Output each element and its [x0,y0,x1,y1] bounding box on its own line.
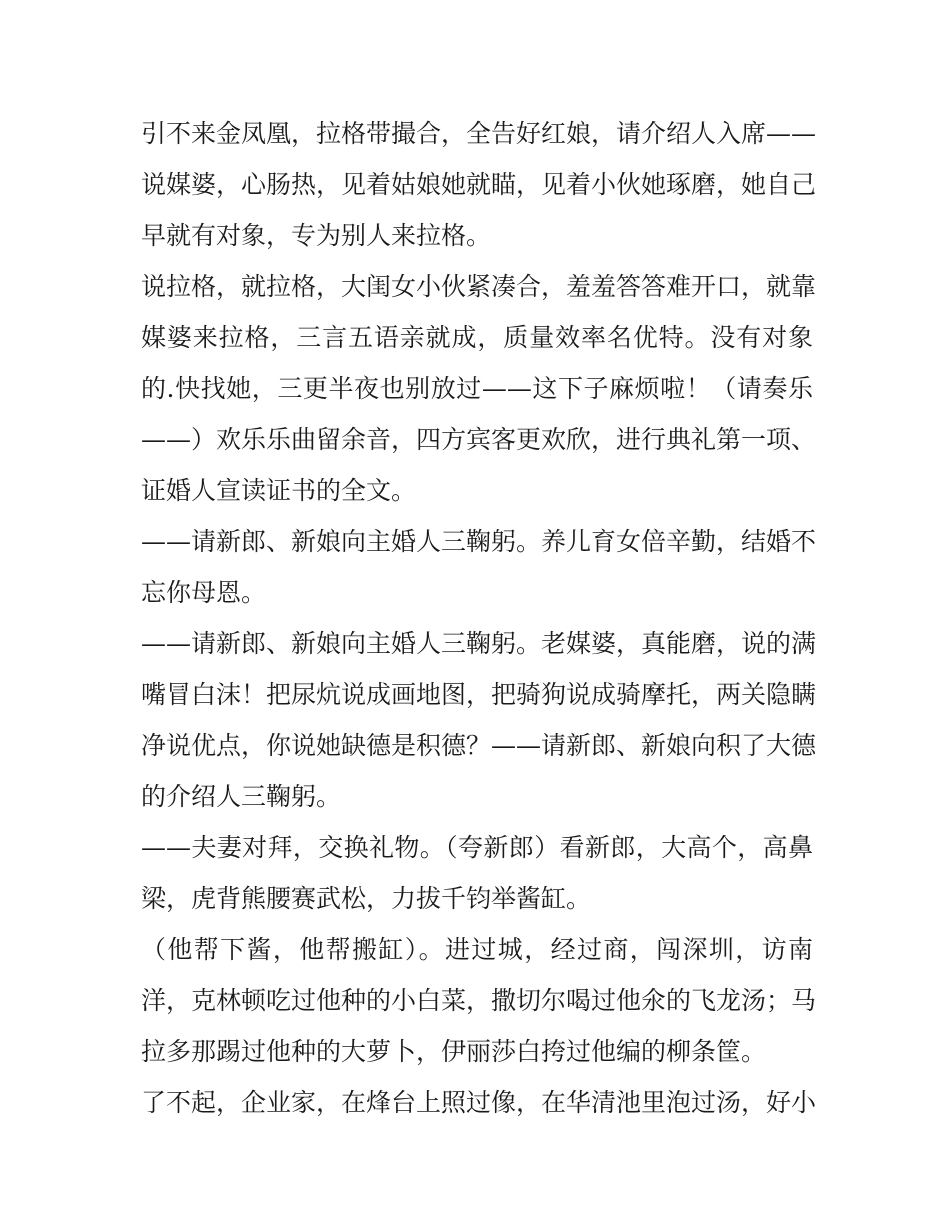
text-line: ——请新郎、新娘向主婚人三鞠躬。养儿育女倍辛勤，结婚不 [141,527,817,556]
text-line: 拉多那踢过他种的大萝卜，伊丽莎白挎过他编的柳条筐。 [141,1037,767,1066]
text-line: 说媒婆，心肠热，见着姑娘她就瞄，见着小伙她琢磨，她自己 [141,170,817,199]
text-line: （他帮下酱，他帮搬缸）。进过城，经过商，闯深圳，访南 [141,935,813,964]
document-body [141,108,817,1128]
text-line: 媒婆来拉格，三言五语亲就成，质量效率名优特。没有对象 [141,323,813,352]
text-line: 说拉格，就拉格，大闺女小伙紧凑合，羞羞答答难开口，就靠 [141,272,817,301]
text-line: ——请新郎、新娘向主婚人三鞠躬。老媒婆，真能磨，说的满 [141,629,817,658]
text-line: 嘴冒白沫！把尿炕说成画地图，把骑狗说成骑摩托，两关隐瞒 [141,680,817,709]
text-line: 梁，虎背熊腰赛武松，力拔千钧举酱缸。 [141,884,592,913]
text-line: 早就有对象，专为别人来拉格。 [141,221,492,250]
text-line: 的.快找她，三更半夜也别放过——这下子麻烦啦！（请奏乐 [141,374,813,403]
text-line: 的介绍人三鞠躬。 [141,782,342,811]
text-line: 了不起，企业家，在烽台上照过像，在华清池里泡过汤，好小 [141,1088,817,1117]
text-line: 洋，克林顿吃过他种的小白菜，撒切尔喝过他氽的飞龙汤；马 [141,986,817,1015]
text-line: 引不来金凤凰，拉格带撮合，全告好红娘，请介绍人入席—— [141,119,817,148]
text-line: 证婚人宣读证书的全文。 [141,476,417,505]
text-line: 忘你母恩。 [141,578,267,607]
text-line: ——夫妻对拜，交换礼物。（夸新郎）看新郎，大高个，高鼻 [141,833,813,862]
text-line: ——）欢乐乐曲留余音，四方宾客更欢欣，进行典礼第一项、 [141,425,817,454]
text-line: 净说优点，你说她缺德是积德？——请新郎、新娘向积了大德 [141,731,817,760]
